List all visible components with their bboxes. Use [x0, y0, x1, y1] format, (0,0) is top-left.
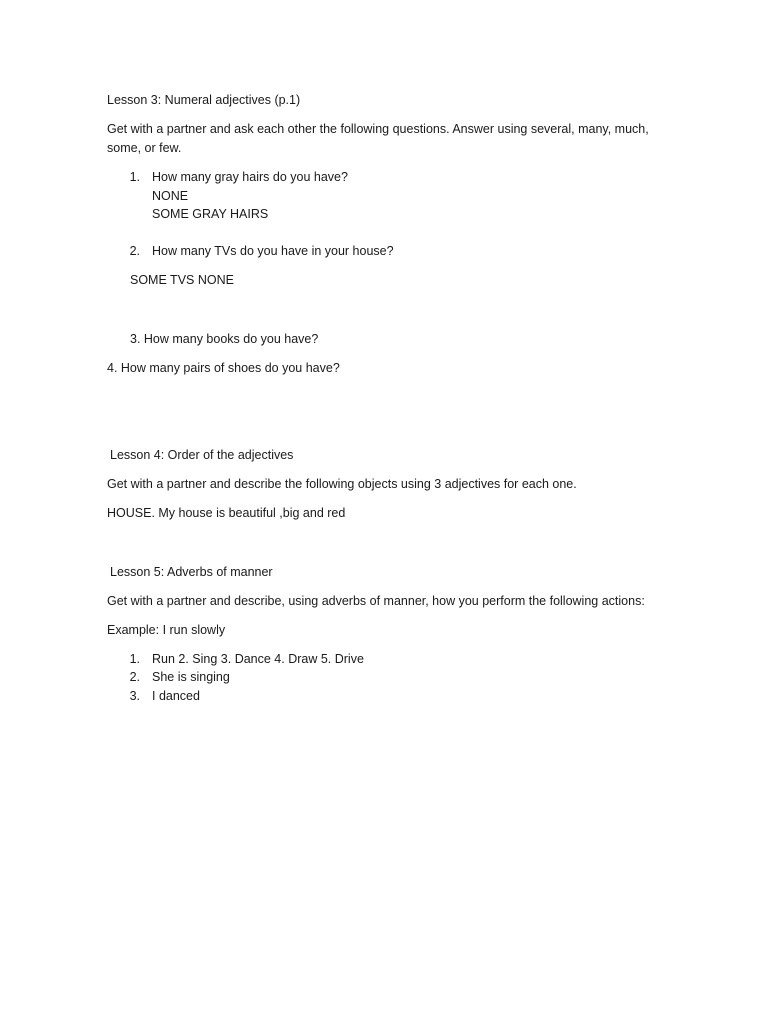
lesson4-instruction: Get with a partner and describe the following objects using 3 adjectives for each one. [107, 477, 577, 491]
lesson5-instruction: Get with a partner and describe, using adverbs of manner, how you perform the following actions: [107, 594, 645, 608]
lesson5-item2-text: She is singing [152, 670, 230, 684]
q2-text: How many TVs do you have in your house? [152, 244, 394, 258]
lesson5-item3-text: I danced [152, 689, 200, 703]
lesson3-title: Lesson 3: Numeral adjectives (p.1) [107, 93, 301, 107]
lesson5-item3-number: 3. [129, 689, 140, 703]
lesson3-instruction-line2: some, or few. [107, 141, 182, 155]
lesson4-title: Lesson 4: Order of the adjectives [110, 448, 294, 462]
q2-number: 2. [129, 244, 140, 258]
q1-text: How many gray hairs do you have? [152, 170, 348, 184]
q3-text: 3. How many books do you have? [130, 332, 319, 346]
lesson4-answer: HOUSE. My house is beautiful ,big and red [107, 506, 346, 520]
lesson5-item1-number: 1. [129, 652, 140, 666]
lesson3-instruction-line1: Get with a partner and ask each other the following questions. Answer using several, many, much, [107, 122, 649, 136]
lesson5-title: Lesson 5: Adverbs of manner [110, 565, 273, 579]
q1-answer-some: SOME GRAY HAIRS [152, 207, 269, 221]
q1-number: 1. [129, 170, 140, 184]
lesson5-item1-text: Run 2. Sing 3. Dance 4. Draw 5. Drive [152, 652, 364, 666]
q2-answer: SOME TVS NONE [130, 273, 234, 287]
q4-text: 4. How many pairs of shoes do you have? [107, 361, 340, 375]
q1-answer-none: NONE [152, 189, 189, 203]
lesson5-item2-number: 2. [129, 670, 140, 684]
lesson5-example: Example: I run slowly [107, 623, 226, 637]
